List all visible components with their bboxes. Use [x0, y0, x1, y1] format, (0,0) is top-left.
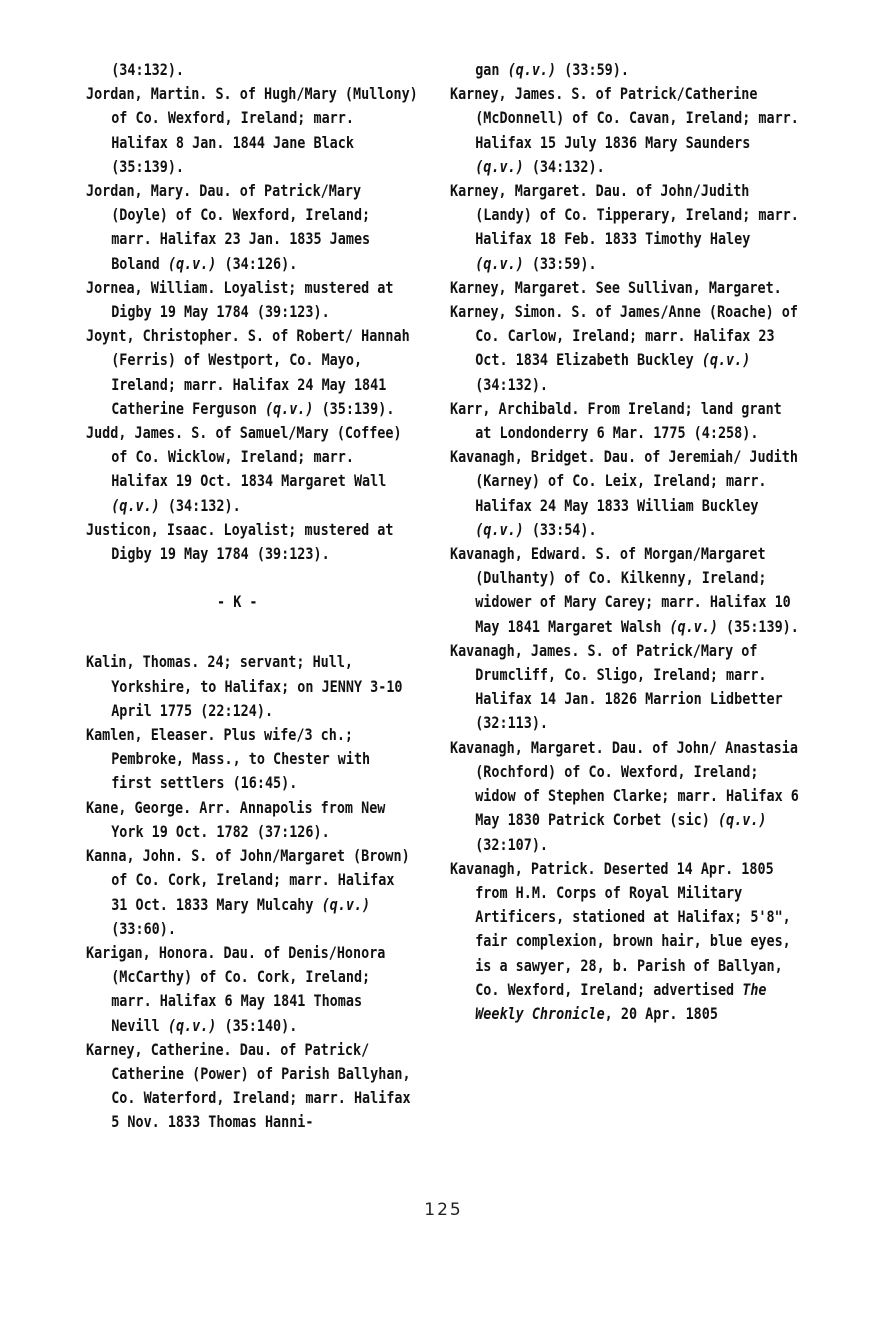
entry-kavanagh-edward: Kavanagh, Edward. S. of Morgan/Margaret (Dulhanty) of Co. Kilkenny, Ireland; widower of Mary Carey; marr. Halifax 10 May 1841 Margaret Walsh (q.v.) (35:139).	[450, 544, 799, 636]
left-column	[86, 58, 418, 1135]
entry-karney-margaret: Karney, Margaret. Dau. of John/Judith (Landy) of Co. Tipperary, Ireland; marr. Halifax 18 Feb. 1833 Timothy Haley (q.v.) (33:59).	[450, 181, 799, 273]
entry-kamlen-eleaser: Kamlen, Eleaser. Plus wife/3 ch.; Pembroke, Mass., to Chester with first settlers (16:45).	[86, 725, 371, 793]
entry-justicon-isaac: Justicon, Isaac. Loyalist; mustered at Digby 19 May 1784 (39:123).	[86, 519, 394, 564]
section-heading-k: - K -	[217, 592, 258, 612]
entry-kavanagh-james: Kavanagh, James. S. of Patrick/Mary of Drumcliff, Co. Sligo, Ireland; marr. Halifax 14 Jan. 1826 Marrion Lidbetter (32:113).	[450, 640, 783, 733]
entry-kavanagh-margaret: Kavanagh, Margaret. Dau. of John/ Anastasia (Rochford) of Co. Wexford, Ireland; widow of Stephen Clarke; marr. Halifax 6 May 1830 Patrick Corbet (sic) (q.v.) (32:107).	[450, 737, 799, 854]
entry-karney-james: Karney, James. S. of Patrick/Catherine (McDonnell) of Co. Cavan, Ireland; marr. Halifax 15 July 1836 Mary Saunders (q.v.) (34:132).	[450, 84, 799, 176]
entry-karney-catherine: Karney, Catherine. Dau. of Patrick/ Catherine (Power) of Parish Ballyhan, Co. Waterford, Ireland; marr. Halifax 5 Nov. 1833 Thomas Hanni-	[86, 1039, 411, 1132]
entry-kanna-john: Kanna, John. S. of John/Margaret (Brown) of Co. Cork, Ireland; marr. Halifax 31 Oct. 1833 Mary Mulcahy (q.v.) (33:60).	[86, 846, 410, 938]
entry-karr-archibald: Karr, Archibald. From Ireland; land grant at Londonderry 6 Mar. 1775 (4:258).	[450, 398, 782, 443]
right-column	[450, 58, 803, 1026]
entry-karney-simon: Karney, Simon. S. of James/Anne (Roache) of Co. Carlow, Ireland; marr. Halifax 23 Oct. 1834 Elizabeth Buckley (q.v.) (34:132).	[450, 302, 798, 394]
entry-jordan-mary: Jordan, Mary. Dau. of Patrick/Mary (Doyle) of Co. Wexford, Ireland; marr. Halifax 23 Jan. 1835 James Boland (q.v.) (34:126).	[86, 181, 371, 273]
page-number: 125	[424, 1200, 463, 1220]
entry-karney-margaret-see: Karney, Margaret. See Sullivan, Margaret.	[450, 277, 782, 297]
entry-kavanagh-bridget: Kavanagh, Bridget. Dau. of Jeremiah/ Judith (Karney) of Co. Leix, Ireland; marr. Halifax 24 May 1833 William Buckley (q.v.) (33:54).	[450, 447, 798, 539]
entry-kavanagh-patrick: Kavanagh, Patrick. Deserted 14 Apr. 1805 from H.M. Corps of Royal Military Artificers, stationed at Halifax; 5'8", fair complexion, brown hair, blue eyes, is a sawyer, 28, b. Parish of Ballyan, Co. Wexford, Ireland; advertised The Weekly Chronicle, 20 Apr. 1805	[450, 858, 791, 1023]
entry-judd-james: Judd, James. S. of Samuel/Mary (Coffee) of Co. Wicklow, Ireland; marr. Halifax 19 Oct. 1834 Margaret Wall (q.v.) (34:132).	[86, 423, 402, 515]
entry-karigan-honora: Karigan, Honora. Dau. of Denis/Honora (McCarthy) of Co. Cork, Ireland; marr. Halifax 6 May 1841 Thomas Nevill (q.v.) (35:140).	[86, 942, 386, 1035]
entry-joynt-christopher: Joynt, Christopher. S. of Robert/ Hannah (Ferris) of Westport, Co. Mayo, Ireland; marr. Halifax 24 May 1841 Catherine Ferguson (q.v.) (35:139).	[86, 326, 410, 418]
continued-entry: (34:132).	[111, 60, 185, 79]
entry-jordan-martin: Jordan, Martin. S. of Hugh/Mary (Mullony) of Co. Wexford, Ireland; marr. Halifax 8 Jan. 1844 Jane Black (35:139).	[86, 84, 418, 176]
continued-entry: gan (q.v.) (33:59).	[475, 60, 629, 79]
entry-kalin-thomas: Kalin, Thomas. 24; servant; Hull, Yorkshire, to Halifax; on JENNY 3-10 April 1775 (22:124).	[86, 652, 403, 720]
entry-kane-george: Kane, George. Arr. Annapolis from New York 19 Oct. 1782 (37:126).	[86, 797, 386, 841]
entry-jornea-william: Jornea, William. Loyalist; mustered at Digby 19 May 1784 (39:123).	[86, 277, 394, 322]
